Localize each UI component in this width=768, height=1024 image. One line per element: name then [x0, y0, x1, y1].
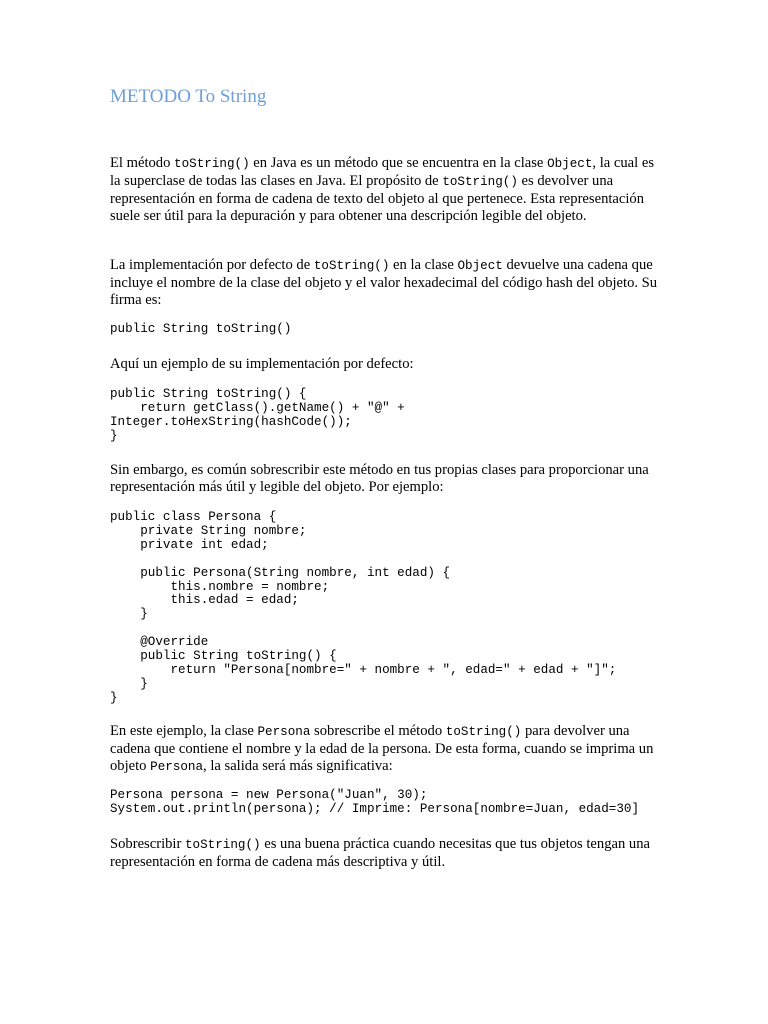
text-run: , la salida será más significativa:	[203, 758, 393, 774]
inline-code: Object	[457, 259, 503, 273]
text-run: El método	[110, 155, 175, 171]
inline-code: toString()	[313, 259, 390, 273]
paragraph-override-intro: Sin embargo, es común sobrescribir este método en tus propias clases para proporcionar una representación más útil y legible del objeto. Por ejemplo:	[110, 462, 649, 495]
page-title: METODO To String	[110, 86, 267, 107]
text-run: , la cual es la superclase de todas las clases en Java. El propósito de	[110, 155, 655, 189]
inline-code: Persona	[257, 725, 311, 739]
text-run: en Java es un método que se encuentra en la clase	[249, 155, 548, 171]
paragraph-default-impl	[110, 257, 666, 309]
text-run: Sobrescribir	[110, 836, 185, 852]
paragraph-example-intro: Aquí un ejemplo de su implementación por defecto:	[110, 356, 414, 372]
inline-code: toString()	[184, 838, 261, 852]
text-run: es una buena práctica cuando necesitas que tus objetos tengan una representación en forma de cadena más descriptiva y útil.	[110, 836, 650, 870]
paragraph-conclusion	[110, 836, 666, 871]
text-run: devuelve una cadena que incluye el nombre de la clase del objeto y el valor hexadecimal del código hash del objeto. Su firma es:	[110, 257, 658, 308]
code-block-usage: Persona persona = new Persona("Juan", 30); System.out.println(persona); // Imprime: Persona[nombre=Juan, edad=30]	[110, 788, 640, 816]
inline-code: Object	[547, 157, 593, 171]
inline-code: toString()	[442, 175, 518, 189]
code-block-signature: public String toString()	[110, 322, 292, 336]
text-run: para devolver una cadena que contiene el nombre y la edad de la persona. De esta forma, cuando se imprima un objeto	[110, 723, 654, 774]
text-run: sobrescribe el método	[310, 723, 446, 739]
inline-code: Persona	[150, 760, 204, 774]
text-run: en la clase	[389, 257, 458, 273]
inline-code: toString()	[445, 725, 522, 739]
paragraph-intro	[110, 155, 666, 225]
paragraph-explanation	[110, 723, 666, 776]
inline-code: toString()	[174, 157, 250, 171]
code-block-persona-class: public class Persona { private String nombre; private int edad; public Persona(String nombre, int edad) { this.nombre = nombre; this.edad = edad; } @Override public String toString() { return "Persona[nombre=" + nombre + ", edad=" + edad + "]"; } }	[110, 510, 617, 705]
text-run: En este ejemplo, la clase	[110, 723, 258, 739]
text-run: es devolver una representación en forma de cadena de texto del objeto al que pertenece. Esta representación suele ser útil para la depuración y para obtener una descripción legible del objeto.	[110, 173, 645, 224]
code-block-default-impl: public String toString() { return getClass().getName() + "@" + Integer.toHexString(hashCode()); }	[110, 387, 405, 443]
text-run: La implementación por defecto de	[110, 257, 314, 273]
